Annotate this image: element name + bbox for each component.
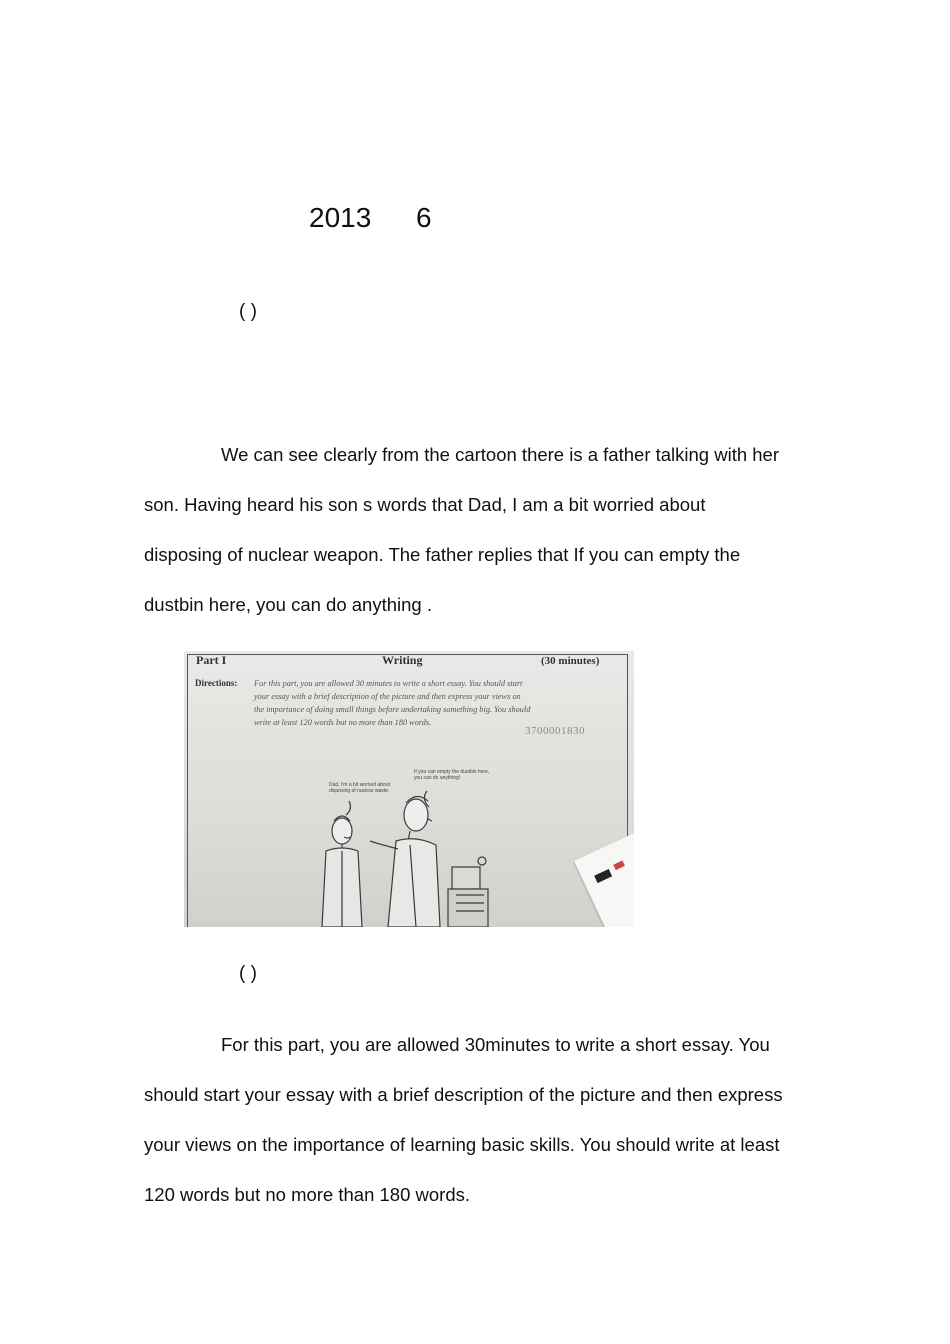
exam-section-title: Writing — [382, 653, 423, 667]
card-mark — [613, 860, 625, 870]
exam-directions-line: write at least 120 words but no more than 180 words. — [254, 718, 432, 727]
title-year: 2013 — [309, 202, 372, 233]
exam-directions-line: the importance of doing small things before undertaking something big. You should — [254, 705, 531, 714]
exam-directions-line: your essay with a brief description of the picture and then express your views on — [254, 692, 521, 701]
paragraph-line: 120 words but no more than 180 words. — [144, 1184, 470, 1205]
exam-directions-label: Directions: — [195, 678, 238, 688]
paragraph-line: your views on the importance of learning basic skills. You should write at least — [144, 1134, 780, 1155]
paragraph-line: son. Having heard his son s words that Dad, I am a bit worried about — [144, 494, 706, 515]
section-marker-2: ( ) — [239, 963, 257, 984]
exam-directions-line: For this part, you are allowed 30 minutes to write a short essay. You should start — [254, 679, 523, 688]
paragraph-line: should start your essay with a brief description of the picture and then express — [144, 1084, 783, 1105]
paragraph-line: For this part, you are allowed 30minutes to write a short essay. You — [221, 1034, 770, 1055]
son-speech-bubble: Dad, I'm a bit worried about disposing of nuclear waste. — [329, 782, 390, 794]
paragraph-line: We can see clearly from the cartoon there is a father talking with her — [221, 444, 780, 465]
exam-part-label: Part I — [196, 653, 227, 667]
paragraph-line: dustbin here, you can do anything . — [144, 594, 432, 615]
paragraph-line: disposing of nuclear weapon. The father replies that If you can empty the — [144, 544, 741, 565]
cartoon-illustration — [184, 651, 634, 927]
exam-code: 3700001830 — [525, 725, 585, 737]
exam-time-label: (30 minutes) — [541, 655, 600, 667]
card-mark — [594, 869, 612, 883]
title-month: 6 — [416, 202, 432, 233]
section-marker-1: ( ) — [239, 301, 257, 322]
father-speech-bubble: If you can empty the dustbin here, you can do anything! — [414, 769, 490, 781]
exam-photo — [184, 651, 634, 927]
